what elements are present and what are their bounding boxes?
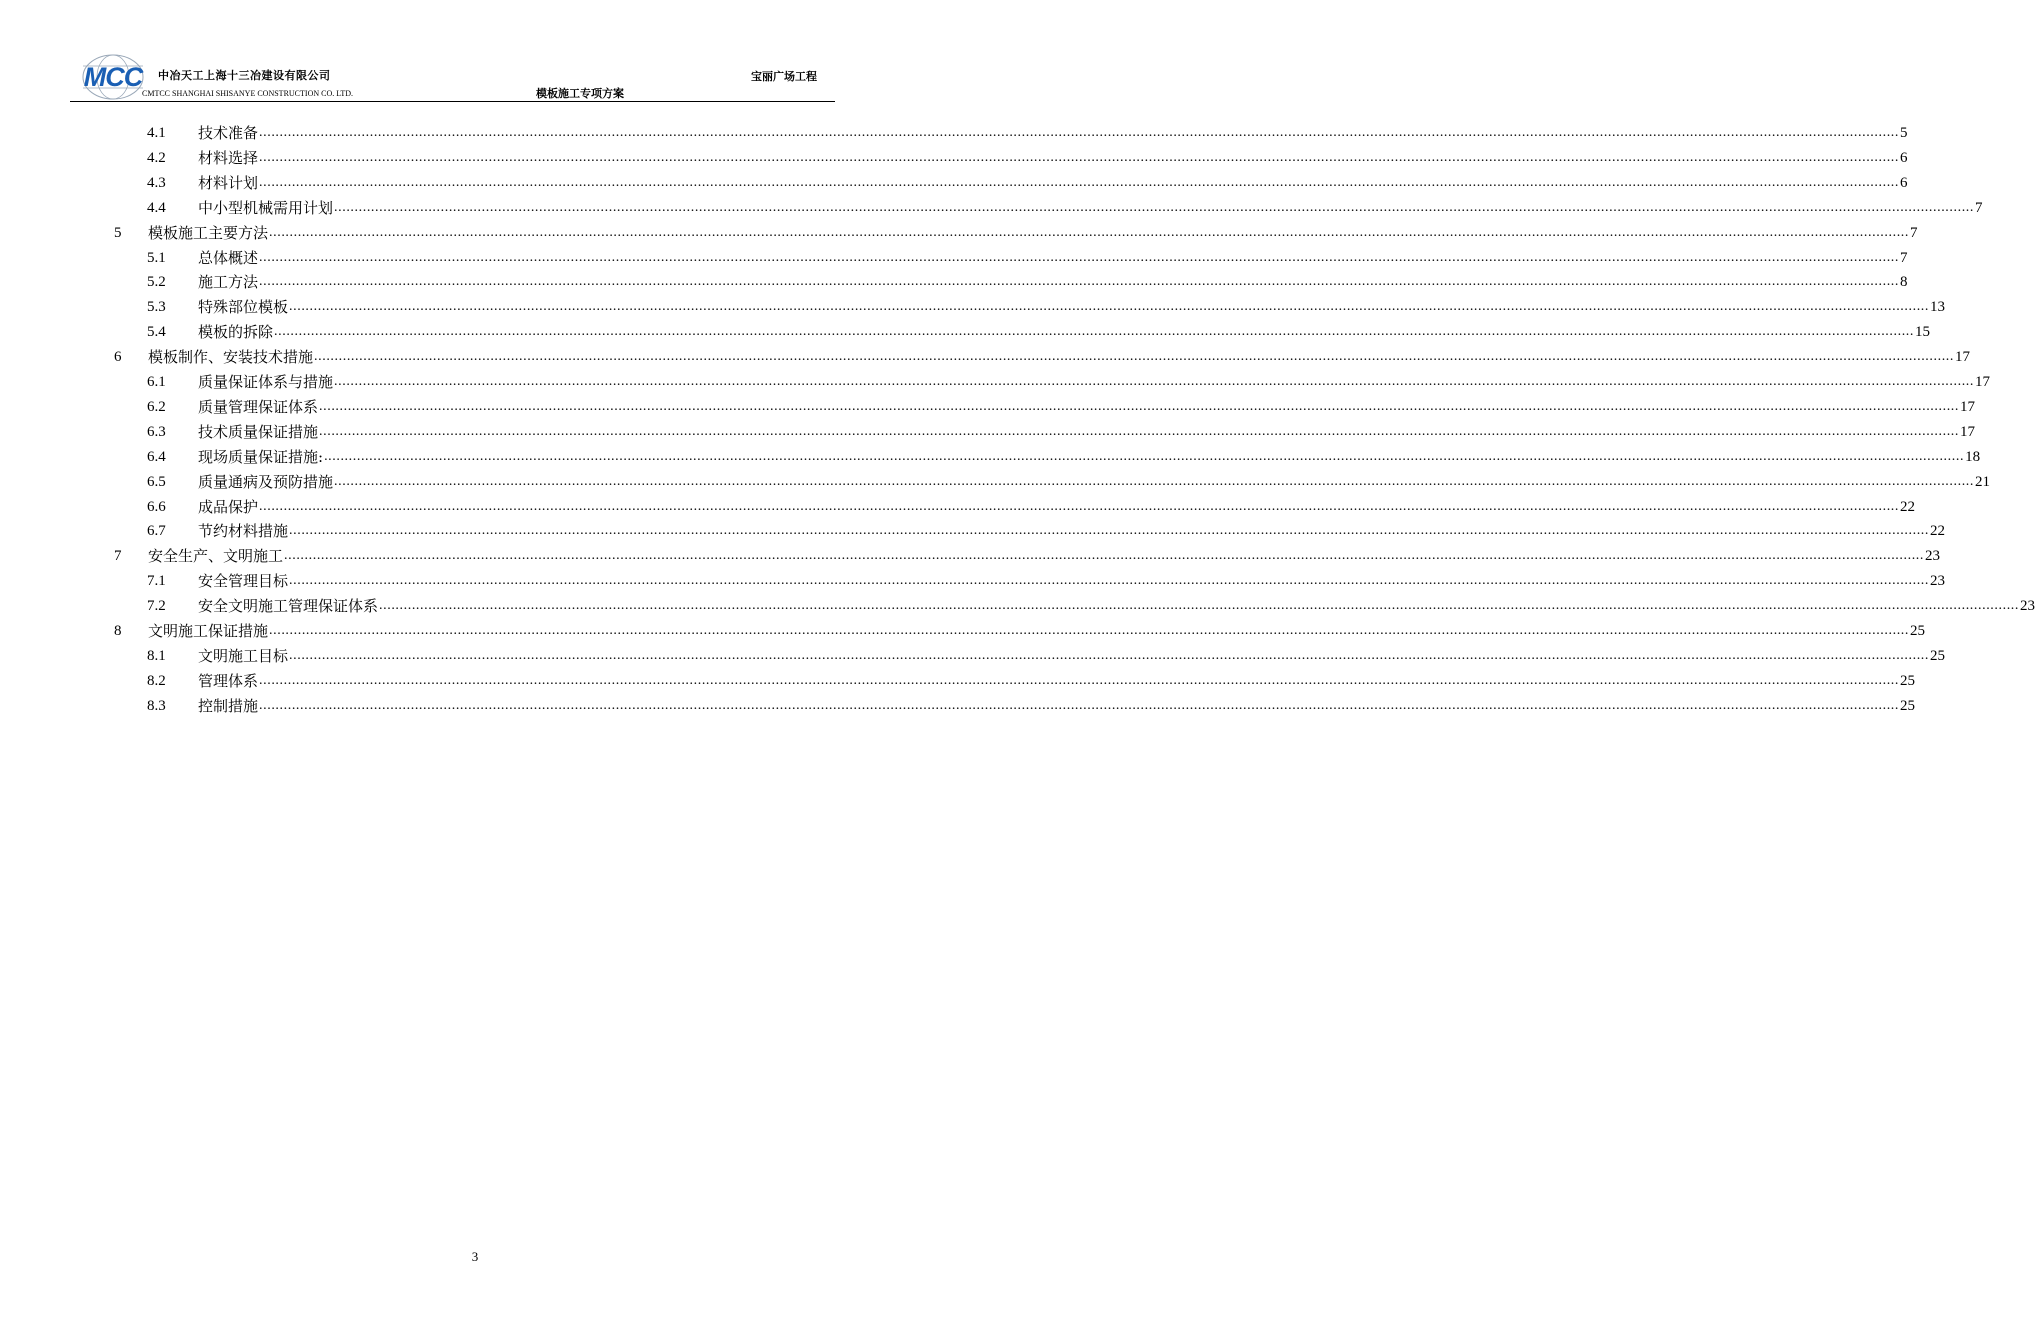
toc-number: 8.1 [147,647,166,664]
toc-page-number: 6 [1900,149,1908,166]
toc-number: 8.3 [147,697,166,714]
toc-page-number: 8 [1900,274,1908,291]
toc-dot-leader: ................................................................................................................................................................................................................................................................................................................................................................................................................ [324,448,1965,464]
toc-title: 材料选择 [198,148,259,167]
toc-entry[interactable] [147,146,1908,168]
toc-number: 8 [114,623,122,639]
toc-title: 质量保证体系与措施 [198,373,334,391]
toc-title: 控制措施 [198,696,259,715]
toc-entry[interactable] [147,370,1991,392]
toc-entry[interactable] [147,495,1916,517]
toc-number: 4.2 [147,149,166,166]
toc-dot-leader: ................................................................................................................................................................................................................................................................................................................................................................................................................ [319,398,1960,414]
toc-page-number: 25 [1910,623,1926,639]
toc-page-number: 7 [1975,199,1983,216]
toc-page-number: 15 [1915,324,1931,341]
toc-page-number: 23 [1925,548,1941,565]
toc-page-number: 7 [1900,249,1908,266]
toc-page-number: 21 [1975,473,1991,490]
toc-entry[interactable] [147,594,2035,616]
company-name-cn: 中冶天工上海十三冶建设有限公司 [158,69,331,82]
toc-entry[interactable] [114,221,1918,243]
toc-entry[interactable] [114,619,1926,641]
toc-dot-leader: ................................................................................................................................................................................................................................................................................................................................................................................................................ [259,149,1900,165]
toc-entry[interactable] [147,669,1916,691]
toc-title: 安全管理目标 [198,572,289,591]
toc-title: 特殊部位模板 [198,298,289,317]
toc-dot-leader: ................................................................................................................................................................................................................................................................................................................................................................................................................ [259,249,1900,265]
toc-dot-leader: ................................................................................................................................................................................................................................................................................................................................................................................................................ [334,199,1975,215]
toc-title: 施工方法 [198,273,259,292]
toc-number: 6 [114,349,122,366]
toc-entry[interactable] [147,569,1946,591]
toc-dot-leader: ................................................................................................................................................................................................................................................................................................................................................................................................................ [269,623,1910,638]
toc-entry[interactable] [147,470,1991,492]
page-number: 3 [471,1249,479,1264]
toc-number: 6.3 [147,423,166,440]
toc-title: 质量管理保证体系 [198,397,319,416]
toc-number: 7.2 [147,598,166,615]
toc-dot-leader: ................................................................................................................................................................................................................................................................................................................................................................................................................ [259,498,1900,514]
toc-entry[interactable] [147,445,1981,467]
toc-entry[interactable] [114,345,1971,367]
document-title: 模板施工专项方案 [536,87,624,100]
toc-dot-leader: ................................................................................................................................................................................................................................................................................................................................................................................................................ [334,473,1975,489]
toc-number: 4.1 [147,125,166,141]
toc-dot-leader: ................................................................................................................................................................................................................................................................................................................................................................................................................ [259,174,1900,190]
toc-page-number: 22 [1930,523,1946,540]
toc-page-number: 7 [1910,224,1918,241]
logo-text: MCC [83,62,143,92]
toc-number: 6.1 [147,374,166,390]
toc-page-number: 22 [1900,498,1916,515]
toc-number: 5.3 [147,299,166,316]
toc-dot-leader: ................................................................................................................................................................................................................................................................................................................................................................................................................ [289,523,1930,539]
toc-title: 模板制作、安装技术措施 [148,348,314,367]
toc-entry[interactable] [114,544,1941,566]
toc-page-number: 17 [1955,349,1971,366]
toc-entry[interactable] [147,320,1931,342]
toc-page-number: 17 [1960,398,1976,415]
toc-dot-leader: ................................................................................................................................................................................................................................................................................................................................................................................................................ [259,274,1900,290]
toc-page-number: 17 [1960,423,1976,440]
toc-entry[interactable] [147,246,1908,268]
toc-entry[interactable] [147,395,1976,417]
toc-number: 6.7 [147,523,166,540]
toc-page-number: 23 [1930,573,1946,590]
toc-dot-leader: ................................................................................................................................................................................................................................................................................................................................................................................................................ [259,672,1900,688]
toc-page-number: 23 [2020,598,2035,615]
toc-page-number: 17 [1975,374,1991,390]
toc-title: 总体概述 [198,248,259,267]
toc-page-number: 13 [1930,299,1946,316]
toc-number: 6.2 [147,398,166,415]
toc-dot-leader: ................................................................................................................................................................................................................................................................................................................................................................................................................ [274,324,1915,340]
toc-title: 成品保护 [198,497,259,516]
toc-entry[interactable] [147,295,1946,317]
project-name: 宝丽广场工程 [751,70,817,83]
toc-entry[interactable] [147,121,1908,143]
toc-title: 文明施工保证措施 [148,622,269,640]
toc-title: 安全文明施工管理保证体系 [198,597,379,616]
toc-dot-leader: ................................................................................................................................................................................................................................................................................................................................................................................................................ [334,374,1975,389]
toc-page-number: 25 [1900,697,1916,714]
page-header [70,50,835,104]
toc-dot-leader: ................................................................................................................................................................................................................................................................................................................................................................................................................ [269,224,1910,240]
toc-number: 6.4 [147,448,166,465]
toc-entry[interactable] [147,644,1946,666]
toc-dot-leader: ................................................................................................................................................................................................................................................................................................................................................................................................................ [319,423,1960,439]
toc-number: 5.4 [147,324,166,341]
toc-page-number: 18 [1965,448,1981,465]
toc-number: 8.2 [147,672,166,689]
toc-number: 6.5 [147,473,166,490]
toc-dot-leader: ................................................................................................................................................................................................................................................................................................................................................................................................................ [379,598,2020,614]
toc-title: 技术准备 [198,124,259,142]
toc-title: 模板的拆除 [198,323,274,342]
toc-number: 5 [114,224,122,241]
toc-number: 6.6 [147,498,166,515]
toc-number: 4.3 [147,174,166,191]
toc-entry[interactable] [147,519,1946,541]
toc-entry[interactable] [147,196,1983,218]
toc-dot-leader: ................................................................................................................................................................................................................................................................................................................................................................................................................ [314,349,1955,365]
toc-number: 7.1 [147,573,166,590]
toc-dot-leader: ................................................................................................................................................................................................................................................................................................................................................................................................................ [289,647,1930,663]
toc-number: 7 [114,548,122,565]
toc-dot-leader: ................................................................................................................................................................................................................................................................................................................................................................................................................ [259,125,1900,140]
toc-title: 现场质量保证措施: [198,447,324,466]
toc-page-number: 25 [1930,647,1946,664]
toc-title: 节约材料措施 [198,522,289,541]
toc-number: 5.2 [147,274,166,291]
toc-entry[interactable] [147,171,1908,193]
toc-title: 文明施工目标 [198,646,289,665]
toc-dot-leader: ................................................................................................................................................................................................................................................................................................................................................................................................................ [284,548,1925,564]
toc-entry[interactable] [147,694,1916,716]
toc-title: 安全生产、文明施工 [148,547,284,566]
toc-dot-leader: ................................................................................................................................................................................................................................................................................................................................................................................................................ [289,299,1930,315]
toc-title: 质量通病及预防措施 [198,472,334,491]
toc-page-number: 5 [1900,125,1908,141]
toc-dot-leader: ................................................................................................................................................................................................................................................................................................................................................................................................................ [289,573,1930,589]
toc-entry[interactable] [147,420,1976,442]
header-rule [70,101,835,102]
toc-dot-leader: ................................................................................................................................................................................................................................................................................................................................................................................................................ [259,697,1900,713]
toc-page-number: 6 [1900,174,1908,191]
toc-number: 4.4 [147,199,166,216]
toc-title: 管理体系 [198,671,259,690]
company-name-en: CMTCC SHANGHAI SHISANYE CONSTRUCTION CO. LTD. [142,89,354,98]
toc-title: 材料计划 [198,173,259,192]
toc-number: 5.1 [147,249,166,266]
toc-page-number: 25 [1900,672,1916,689]
toc-title: 技术质量保证措施 [198,422,319,441]
toc-title: 模板施工主要方法 [148,223,269,242]
toc-entry[interactable] [147,270,1908,292]
toc-title: 中小型机械需用计划 [198,198,334,217]
